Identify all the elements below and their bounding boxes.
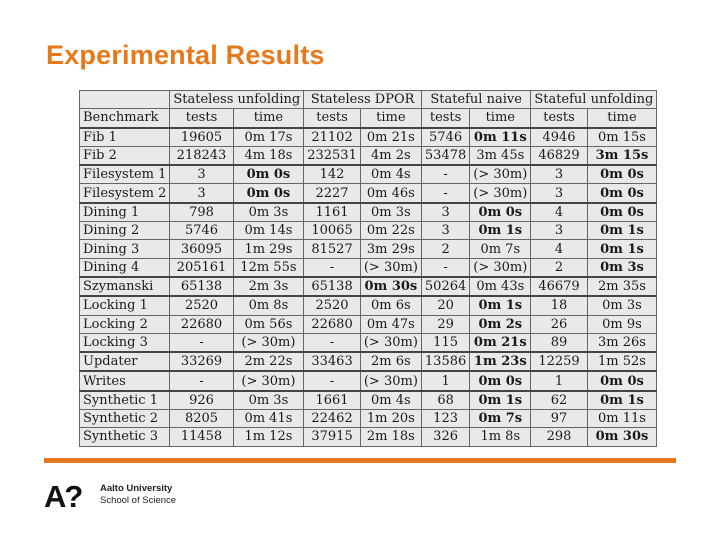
cell-benchmark: Locking 1: [80, 296, 170, 315]
results-table: [79, 90, 657, 447]
cell-benchmark: Locking 2: [80, 315, 170, 333]
cell-su-time: 12m 55s: [233, 258, 304, 277]
table-row: [80, 410, 657, 428]
cell-naive-time: (> 30m): [470, 165, 531, 184]
cell-su-time: 1m 29s: [233, 240, 304, 258]
group-header-stateful-naive: Stateful naive: [421, 91, 530, 109]
cell-dpor-time: 0m 47s: [360, 315, 421, 333]
cell-dpor-time: 2m 18s: [360, 428, 421, 446]
cell-dpor-time: 0m 22s: [360, 222, 421, 240]
table-row: [80, 128, 657, 147]
cell-dpor-tests: 232531: [304, 146, 361, 165]
results-table-body: [80, 128, 657, 447]
cell-su-time: (> 30m): [233, 371, 304, 390]
cell-dpor-tests: 10065: [304, 222, 361, 240]
cell-sfu-time: 0m 1s: [587, 222, 657, 240]
cell-naive-tests: -: [421, 258, 469, 277]
cell-naive-tests: 115: [421, 333, 469, 352]
table-row: [80, 184, 657, 203]
cell-sfu-tests: 2: [531, 258, 587, 277]
cell-su-time: 0m 8s: [233, 296, 304, 315]
cell-naive-tests: 123: [421, 410, 469, 428]
cell-dpor-time: 4m 2s: [360, 146, 421, 165]
cell-su-tests: 218243: [170, 146, 233, 165]
cell-naive-tests: -: [421, 184, 469, 203]
table-row: [80, 333, 657, 352]
cell-dpor-time: 0m 6s: [360, 296, 421, 315]
cell-dpor-tests: -: [304, 371, 361, 390]
cell-dpor-time: 2m 6s: [360, 352, 421, 371]
cell-naive-time: 0m 1s: [470, 296, 531, 315]
cell-naive-tests: 13586: [421, 352, 469, 371]
cell-naive-tests: 2: [421, 240, 469, 258]
cell-sfu-time: 0m 15s: [587, 128, 657, 147]
cell-naive-tests: 29: [421, 315, 469, 333]
results-table-container: [79, 90, 657, 447]
sub-header-row: [80, 109, 657, 128]
cell-sfu-time: 0m 0s: [587, 184, 657, 203]
column-header-time: time: [470, 109, 531, 128]
cell-naive-time: 0m 21s: [470, 333, 531, 352]
cell-naive-time: 0m 43s: [470, 277, 531, 296]
cell-naive-tests: 3: [421, 203, 469, 222]
group-header-stateless-dpor: Stateless DPOR: [304, 91, 422, 109]
aalto-logo-mark: A?: [44, 479, 82, 514]
footer-divider: [44, 458, 676, 463]
cell-sfu-time: 1m 52s: [587, 352, 657, 371]
cell-dpor-time: 0m 21s: [360, 128, 421, 147]
cell-su-tests: -: [170, 371, 233, 390]
cell-sfu-tests: 46829: [531, 146, 587, 165]
cell-sfu-time: 2m 35s: [587, 277, 657, 296]
cell-dpor-tests: 22680: [304, 315, 361, 333]
cell-naive-time: 0m 11s: [470, 128, 531, 147]
table-row: [80, 165, 657, 184]
cell-su-time: 0m 3s: [233, 203, 304, 222]
cell-naive-tests: 53478: [421, 146, 469, 165]
cell-dpor-tests: 1661: [304, 391, 361, 410]
cell-su-tests: 798: [170, 203, 233, 222]
cell-benchmark: Synthetic 3: [80, 428, 170, 446]
cell-naive-time: (> 30m): [470, 258, 531, 277]
cell-sfu-time: 0m 1s: [587, 240, 657, 258]
cell-su-tests: -: [170, 333, 233, 352]
cell-sfu-time: 0m 1s: [587, 391, 657, 410]
cell-dpor-tests: 33463: [304, 352, 361, 371]
cell-su-tests: 3: [170, 184, 233, 203]
cell-naive-time: 0m 1s: [470, 391, 531, 410]
cell-sfu-tests: 26: [531, 315, 587, 333]
cell-benchmark: Filesystem 1: [80, 165, 170, 184]
cell-dpor-tests: 65138: [304, 277, 361, 296]
cell-sfu-tests: 298: [531, 428, 587, 446]
cell-su-tests: 926: [170, 391, 233, 410]
column-header-tests: tests: [304, 109, 361, 128]
cell-dpor-time: 0m 30s: [360, 277, 421, 296]
cell-naive-tests: 20: [421, 296, 469, 315]
cell-dpor-tests: -: [304, 333, 361, 352]
table-row: [80, 222, 657, 240]
cell-su-time: (> 30m): [233, 333, 304, 352]
cell-dpor-tests: 1161: [304, 203, 361, 222]
cell-naive-time: 0m 7s: [470, 410, 531, 428]
cell-su-tests: 36095: [170, 240, 233, 258]
aalto-logo-text: [100, 483, 176, 507]
cell-su-time: 0m 0s: [233, 184, 304, 203]
cell-benchmark: Filesystem 2: [80, 184, 170, 203]
cell-dpor-tests: 21102: [304, 128, 361, 147]
cell-sfu-time: 0m 30s: [587, 428, 657, 446]
column-header-tests: tests: [531, 109, 587, 128]
cell-dpor-time: (> 30m): [360, 258, 421, 277]
cell-naive-tests: -: [421, 165, 469, 184]
group-header-stateful-unfolding: Stateful unfolding: [531, 91, 657, 109]
cell-sfu-time: 0m 3s: [587, 258, 657, 277]
cell-sfu-tests: 4: [531, 240, 587, 258]
cell-naive-time: 0m 1s: [470, 222, 531, 240]
cell-naive-tests: 3: [421, 222, 469, 240]
table-row: [80, 258, 657, 277]
table-row: [80, 371, 657, 390]
cell-naive-time: 0m 0s: [470, 371, 531, 390]
cell-sfu-time: 0m 11s: [587, 410, 657, 428]
cell-naive-time: 3m 45s: [470, 146, 531, 165]
cell-su-time: 1m 12s: [233, 428, 304, 446]
cell-naive-tests: 326: [421, 428, 469, 446]
cell-sfu-time: 0m 3s: [587, 296, 657, 315]
cell-sfu-time: 0m 0s: [587, 165, 657, 184]
cell-dpor-tests: 22462: [304, 410, 361, 428]
column-header-time: time: [233, 109, 304, 128]
cell-benchmark: Fib 1: [80, 128, 170, 147]
cell-benchmark: Szymanski: [80, 277, 170, 296]
cell-dpor-tests: 81527: [304, 240, 361, 258]
school-name: School of Science: [100, 495, 177, 506]
cell-sfu-tests: 1: [531, 371, 587, 390]
table-row: [80, 391, 657, 410]
cell-dpor-time: 0m 4s: [360, 165, 421, 184]
cell-sfu-tests: 12259: [531, 352, 587, 371]
cell-su-time: 4m 18s: [233, 146, 304, 165]
cell-dpor-time: 0m 46s: [360, 184, 421, 203]
cell-naive-tests: 1: [421, 371, 469, 390]
cell-sfu-tests: 18: [531, 296, 587, 315]
cell-benchmark: Updater: [80, 352, 170, 371]
cell-su-tests: 33269: [170, 352, 233, 371]
group-header-row: [80, 91, 657, 109]
table-row: [80, 277, 657, 296]
cell-naive-time: 0m 2s: [470, 315, 531, 333]
cell-sfu-tests: 3: [531, 184, 587, 203]
cell-su-tests: 8205: [170, 410, 233, 428]
cell-benchmark: Synthetic 2: [80, 410, 170, 428]
cell-benchmark: Writes: [80, 371, 170, 390]
cell-su-tests: 5746: [170, 222, 233, 240]
cell-naive-tests: 68: [421, 391, 469, 410]
cell-su-time: 2m 3s: [233, 277, 304, 296]
table-row: [80, 428, 657, 446]
cell-su-tests: 2520: [170, 296, 233, 315]
cell-dpor-time: 0m 4s: [360, 391, 421, 410]
table-row: [80, 240, 657, 258]
cell-dpor-time: 3m 29s: [360, 240, 421, 258]
table-row: [80, 146, 657, 165]
cell-sfu-tests: 4946: [531, 128, 587, 147]
cell-dpor-time: (> 30m): [360, 371, 421, 390]
cell-sfu-time: 0m 0s: [587, 203, 657, 222]
table-row: [80, 315, 657, 333]
column-header-time: time: [587, 109, 657, 128]
cell-su-time: 0m 56s: [233, 315, 304, 333]
cell-sfu-tests: 97: [531, 410, 587, 428]
column-header-tests: tests: [421, 109, 469, 128]
cell-sfu-tests: 89: [531, 333, 587, 352]
cell-su-time: 0m 41s: [233, 410, 304, 428]
column-header-benchmark: Benchmark: [80, 109, 170, 128]
cell-naive-time: 1m 23s: [470, 352, 531, 371]
cell-dpor-tests: 2520: [304, 296, 361, 315]
cell-sfu-time: 3m 15s: [587, 146, 657, 165]
cell-su-tests: 22680: [170, 315, 233, 333]
cell-benchmark: Synthetic 1: [80, 391, 170, 410]
cell-dpor-tests: 37915: [304, 428, 361, 446]
cell-sfu-tests: 4: [531, 203, 587, 222]
cell-dpor-time: 1m 20s: [360, 410, 421, 428]
cell-sfu-time: 3m 26s: [587, 333, 657, 352]
table-row: [80, 296, 657, 315]
cell-dpor-time: (> 30m): [360, 333, 421, 352]
cell-su-time: 2m 22s: [233, 352, 304, 371]
cell-naive-time: 1m 8s: [470, 428, 531, 446]
cell-naive-tests: 5746: [421, 128, 469, 147]
cell-benchmark: Dining 1: [80, 203, 170, 222]
cell-naive-tests: 50264: [421, 277, 469, 296]
university-name: Aalto University: [100, 483, 173, 494]
cell-naive-time: 0m 0s: [470, 203, 531, 222]
cell-sfu-tests: 62: [531, 391, 587, 410]
cell-dpor-tests: -: [304, 258, 361, 277]
cell-sfu-tests: 46679: [531, 277, 587, 296]
table-row: [80, 352, 657, 371]
cell-naive-time: 0m 7s: [470, 240, 531, 258]
cell-sfu-time: 0m 9s: [587, 315, 657, 333]
cell-su-time: 0m 3s: [233, 391, 304, 410]
cell-benchmark: Dining 3: [80, 240, 170, 258]
cell-dpor-time: 0m 3s: [360, 203, 421, 222]
cell-su-time: 0m 0s: [233, 165, 304, 184]
cell-sfu-tests: 3: [531, 222, 587, 240]
cell-sfu-time: 0m 0s: [587, 371, 657, 390]
cell-benchmark: Dining 4: [80, 258, 170, 277]
cell-su-tests: 19605: [170, 128, 233, 147]
cell-su-tests: 65138: [170, 277, 233, 296]
slide-title: Experimental Results: [46, 40, 325, 70]
cell-benchmark: Dining 2: [80, 222, 170, 240]
cell-su-tests: 11458: [170, 428, 233, 446]
table-row: [80, 203, 657, 222]
cell-benchmark: Locking 3: [80, 333, 170, 352]
column-header-tests: tests: [170, 109, 233, 128]
cell-benchmark: Fib 2: [80, 146, 170, 165]
group-header-empty: [80, 91, 170, 109]
cell-su-time: 0m 17s: [233, 128, 304, 147]
cell-su-tests: 3: [170, 165, 233, 184]
column-header-time: time: [360, 109, 421, 128]
group-header-stateless-unfolding: Stateless unfolding: [170, 91, 304, 109]
cell-su-time: 0m 14s: [233, 222, 304, 240]
cell-naive-time: (> 30m): [470, 184, 531, 203]
cell-dpor-tests: 142: [304, 165, 361, 184]
cell-su-tests: 205161: [170, 258, 233, 277]
cell-dpor-tests: 2227: [304, 184, 361, 203]
cell-sfu-tests: 3: [531, 165, 587, 184]
